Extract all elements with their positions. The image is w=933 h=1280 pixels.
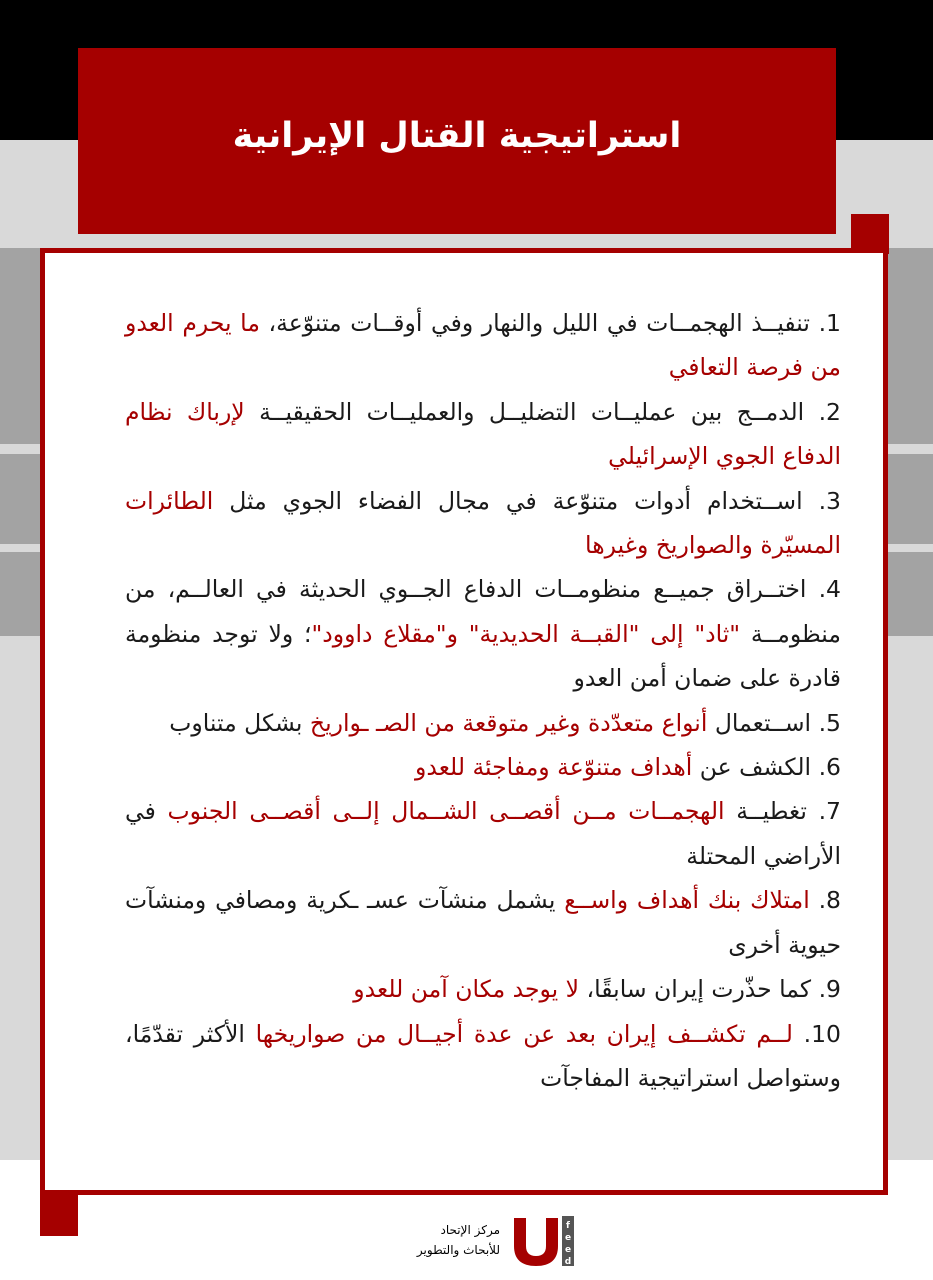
logo-side-letter-2: e [564, 1233, 572, 1243]
ufeed-logo-icon [506, 1212, 576, 1268]
logo-side-letter-4: d [564, 1257, 572, 1267]
strategy-item [125, 301, 841, 390]
item-highlight: الطائرات المسيّرة والصواريخ وغيرها [125, 486, 841, 560]
item-number: 7. [818, 797, 841, 826]
item-text: الدمــج بين عمليــات التضليــل والعمليــات الحقيقيــة [244, 397, 805, 426]
item-highlight: أنواع متعدّدة وغير متوقعة من الصـ ـواريخ [309, 708, 708, 737]
strategy-item [125, 1012, 841, 1101]
item-highlight: "ثاد" إلى "القبــة الحديدية" و"مقلاع داوود" [311, 619, 741, 648]
strategy-item [125, 390, 841, 479]
corner-accent-bottom-left [40, 1190, 78, 1236]
item-text: كما حذّرت إيران سابقًا، [579, 975, 812, 1004]
item-number: 1. [818, 309, 841, 337]
item-highlight: امتلاك بنك أهداف واســع [564, 886, 810, 915]
item-text: اســتخدام أدوات متنوّعة في مجال الفضاء الجوي مثل [213, 486, 803, 515]
logo-side-letter-3: e [564, 1245, 572, 1255]
strategy-item [125, 878, 841, 967]
item-text: الكشف عن [692, 753, 812, 782]
item-text-continued: في الأراضي المحتلة [125, 797, 841, 870]
item-text: اختــراق جميــع منظومــات الدفاع الجــوي الحديثة في العالــم، من منظومــة [125, 575, 841, 648]
strategy-item [125, 967, 841, 1011]
strategy-item [125, 479, 841, 568]
item-number: 2. [818, 397, 841, 426]
item-highlight: ما يحرم العدو من فرصة التعافي [125, 309, 841, 382]
item-number: 6. [818, 753, 841, 782]
item-number: 9. [818, 975, 841, 1004]
strategy-item [125, 701, 841, 745]
logo-line-1: مركز الإتحاد [440, 1223, 500, 1237]
content-card [40, 248, 888, 1195]
strategy-item [125, 567, 841, 700]
item-text: تنفيــذ الهجمــات في الليل والنهار وفي أوقــات متنوّعة، [259, 309, 810, 337]
item-text-continued: يشمل منشآت عسـ ـكرية ومصافي ومنشآت حيوية أخرى [125, 886, 841, 959]
logo-side-letter-1: f [566, 1221, 570, 1231]
item-highlight: لإرباك نظام الدفاع الجوي الإسرائيلي [125, 397, 841, 471]
item-text-continued: الأكثر تقدّمًا، وستواصل استراتيجية المفاجآت [125, 1019, 841, 1092]
logo-text [380, 1220, 500, 1260]
strategy-item [125, 789, 841, 878]
item-number: 8. [818, 886, 841, 915]
item-highlight: لا يوجد مكان آمن للعدو [353, 975, 580, 1004]
strategy-item [125, 745, 841, 789]
item-number: 5. [818, 708, 841, 737]
item-text-continued: بشكل متناوب [169, 708, 310, 737]
item-number: 10. [803, 1019, 841, 1048]
item-text: اســتعمال [707, 708, 812, 737]
strategy-list [125, 301, 841, 1100]
item-highlight: أهداف متنوّعة ومفاجئة للعدو [415, 753, 693, 782]
item-text-continued: ؛ ولا توجد منظومة قادرة على ضمان أمن العدو [125, 619, 841, 693]
item-number: 3. [818, 486, 841, 515]
logo-line-2: للأبحاث والتطوير [416, 1243, 500, 1257]
item-number: 4. [818, 575, 841, 604]
footer-logo [380, 1210, 580, 1270]
item-highlight: لــم تكشــف إيران بعد عن عدة أجيــال من صواريخها [255, 1019, 793, 1048]
title-banner [78, 48, 836, 234]
item-text: تغطيــة [724, 797, 807, 826]
item-highlight: الهجمــات مــن أقصــى الشــمال إلــى أقصــى الجنوب [167, 797, 725, 826]
page-title: استراتيجية القتال الإيرانية [232, 116, 682, 156]
